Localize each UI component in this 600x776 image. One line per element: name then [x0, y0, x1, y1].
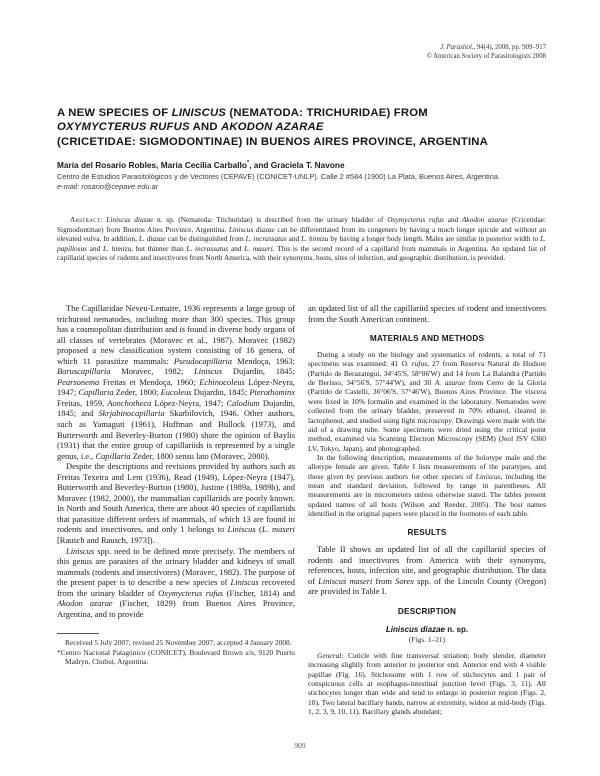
text-run: Pterothominx: [249, 387, 295, 398]
text-run: by having a longer body length. Males are similar in posterior width to: [328, 234, 541, 244]
title-line-3: [57, 135, 549, 149]
title-line-1: [57, 106, 549, 120]
figures-reference-line: (Figs. 1–21): [408, 635, 446, 645]
text-run: n. sp. (Nematoda: Trichuridae) is described from the urinary bladder of: [153, 215, 388, 225]
text-run: Aonchotheca: [107, 397, 152, 408]
text-run: L. himizu: [103, 243, 132, 253]
text-run: Echinocoleus: [199, 376, 245, 387]
text-run: and: [286, 234, 302, 244]
text-run: and: [444, 215, 462, 225]
text-run: (Cricetidae: Sigmodontinae) from Buenos Aires Province, Argentina.: [57, 215, 546, 234]
text-run: [Rausch and Rausch, 1973]).: [57, 535, 155, 546]
body-columns: [57, 303, 546, 751]
text-run: and: [228, 243, 245, 253]
text-run: Pseudocapillaria: [173, 355, 232, 366]
journal-citation: [427, 44, 546, 53]
text-run: O. rufus: [401, 359, 428, 369]
text-run: Liniscus: [227, 524, 256, 535]
text-run: OXYMYCTERUS RUFUS: [57, 121, 190, 134]
text-run: from: [372, 575, 396, 586]
text-run: Liniscus diazae: [106, 215, 154, 225]
text-run: can be differentiated from its congeners by having a much longer spicule and without an elevated vulva. In addition,: [57, 224, 547, 244]
paragraph-results: [308, 544, 546, 597]
text-run: Capillaria: [95, 450, 131, 461]
text-run: Mendoça, 1963;: [231, 355, 295, 366]
text-run: L. himizu: [301, 234, 329, 244]
text-run: Abstract:: [70, 215, 103, 225]
text-run: Liniscus: [475, 471, 501, 481]
text-run: L. maseri: [244, 243, 273, 253]
text-run: spp. need to be defined more precisely. The members of this genus are parasites of the urinary bladder and kidneys of small mammals (rodents and insectivores) (Moravec, 1982). The purpose of the present paper is to describe a new species of: [57, 545, 295, 588]
text-run: (Fischer, 1814) and: [223, 587, 296, 598]
text-run: Dujardin, 1845;: [222, 366, 295, 377]
paragraph-intro-2: [57, 461, 295, 545]
paragraph-intro-3: [57, 546, 295, 620]
text-run: , 94(4), 2008, pp. 909–917: [473, 44, 546, 51]
text-run: (: [255, 524, 262, 535]
text-run: Calodium: [226, 397, 260, 408]
footnote-author-affiliation: *Centro Nacional Patagónico (CONICET), Boulevard Brown s/n, 9120 Puerto Madryn, Chubut, Argentina.: [57, 647, 295, 666]
text-run: Liniscus: [230, 577, 259, 588]
text-run: LINISCUS: [171, 107, 227, 119]
authors-line: [57, 160, 549, 170]
text-run: Moravec, 1982;: [110, 366, 195, 377]
text-run: (Fischer, 1829) from Buenos Aires Province, Argentina, and to provide: [57, 598, 296, 619]
text-run: Oxymycterus rufus: [158, 587, 224, 598]
affiliation-address: Centro de Estudios Parasitológicos y de Vectores (CEPAVE) (CONICET-UNLP). Calle 2 #584 (1900) La Plata, Buenos Aires, Argentina.: [57, 172, 500, 182]
text-run: Akodon azarae: [461, 215, 508, 225]
text-run: . This is the second record of a capillarid from mammals in Argentina. An updated list of capillarid species of rodents and insectivores from North America, with their synonyms, hosts, sites of infection, and geographic distribution, is provided.: [57, 243, 546, 263]
footnote-block: [57, 633, 295, 666]
text-run: Liniscus diazae: [385, 625, 445, 635]
text-run: L. papillosus: [57, 234, 547, 253]
text-run: Liniscus: [66, 545, 95, 556]
text-run: A. azarae: [434, 378, 466, 388]
text-run: Liniscus diazae: [228, 224, 275, 234]
paragraph-materials-1: [308, 350, 546, 453]
title-block: [57, 106, 549, 191]
text-run: Freitas, 1959,: [57, 397, 108, 408]
text-run: Sorex: [395, 575, 415, 586]
paragraph-intro-continuation: an updated list of all the capillariid species of rodent and insectivores from the South American continent.: [308, 303, 546, 324]
text-run: Capillaria: [78, 387, 114, 398]
text-run: n. sp.: [445, 625, 469, 635]
text-run: Despite the descriptions and revisions provided by authors such as Freitas Texeira and Lent (1936), Read (1949), López-Neyra (1947), Butterworth and Beverley-Burton (1980), Justine (1989a, 1989b), and Moravec (1982, 2000), the mammalian capillariids are poorly known. In North and South America, there are about 40 species of capillariids that parasitize different orders of mammals, of which 13 are found in rodents and insectivores, and only 1 belongs to: [57, 461, 295, 535]
text-run: In the following description, measurements of the holotype male and the allotype female are given. Table I lists measurements of the paratypes, and those given by previous authors for other species of: [308, 452, 546, 481]
text-run: Liniscus maseri: [318, 575, 373, 586]
text-run: Skarbilovich, 1946. Other authors, such as Yamaguti (1961), Huffman and Bullock (1973), and Butterworth and Beverley-Burton (1980) share the opinion of Baylis (1931) that the entire group of capillariids is represented by a single genus, i.e.,: [57, 408, 296, 461]
text-run: During a study on the biology and systematics of rodents, a total of 71 specimens was examined: 41: [308, 350, 546, 369]
text-run: L. diazae: [138, 234, 166, 244]
section-heading-results: RESULTS: [407, 528, 447, 538]
text-run: AKODON AZARAE: [221, 121, 324, 134]
text-run: The Capillaridae Neveu-Lemaire, 1936 represents a large group of trichuroid nematodes, including more than 300 species. This group has a cosmopolitan distribution and is found in diverse body organs of all classes of vertebrates (Moravec et al., 1987). Moravec (1982) proposed a new classification system consisting of 16 genera, of which 11 parasitize mammals:: [57, 303, 295, 366]
text-run: L. incrassatus: [245, 234, 287, 244]
text-run: Dujardin, 1845;: [191, 387, 250, 398]
text-run: , including the mean and standard deviation, followed by range in parentheses. All measurements are in micrometers unless otherwise stated. The tables present updated names of all hosts (Wilson and Reeder, 2005). The host names identified in the original papers were placed in the footnotes of each table.: [308, 471, 546, 518]
footnote-rule: [57, 633, 99, 634]
text-run: Liniscus: [194, 366, 223, 377]
text-run: can be distinguished from: [165, 234, 246, 244]
title-line-2: [57, 120, 549, 134]
text-run: , and Graciela T. Navone: [249, 160, 345, 171]
text-run: Skrjabinocapillaria: [98, 408, 165, 419]
text-run: (CRICETIDAE: SIGMODONTINAE) IN BUENOS AIRES PROVINCE, ARGENTINA: [57, 135, 489, 148]
text-run: Table II shows an updated list of all the capillariid species of rodents and insectivores from America with their synonyms, references, hosts, infection site, and geographic distribution. The data of: [308, 544, 546, 586]
text-run: e-mail:: [57, 181, 82, 191]
text-run: recovered from the urinary bladder of: [57, 577, 295, 598]
text-run: Zeder, 1800 sensu lato (Moravec, 2000).: [130, 450, 270, 461]
text-run: Zeder, 1800;: [113, 387, 161, 398]
text-run: rosario@cepave.edu.ar: [81, 181, 159, 191]
section-heading-description: DESCRIPTION: [397, 607, 457, 617]
journal-header: [427, 44, 546, 61]
text-run: Pearsonema: [57, 376, 100, 387]
journal-copyright: © American Society of Parasitologists 2008: [426, 52, 546, 60]
species-heading: [308, 625, 546, 634]
text-run: Freitas et Mendoça, 1960;: [99, 376, 200, 387]
text-run: , 27 from Reserva Natural de Hudson (Partido de Berazategui, 34°45'S, 58°06'W) and 14 from La Balandra (Partido de Berisso, 34°56'S, 57°44'W), and 30: [308, 359, 546, 388]
text-run: López-Neyra, 1947;: [57, 376, 295, 398]
text-run: Oxymycterus rufus: [387, 215, 444, 225]
text-run: J. Parasitol.: [440, 44, 474, 51]
text-run: L. incrassatus: [186, 243, 229, 253]
text-run: General:: [317, 651, 344, 661]
left-column: [57, 303, 295, 751]
text-run: Cuticle with fine transversal striation; body slender, diameter increasing slightly from anterior to posterior end. Anterior end with 4 visible papillae (Fig. 16). Stichosome with 1 row of stichocytes and 1 pair of conspicuous cells at esophagus-intestinal junction level (Figs. 3, 11). All stichocytes longer than wide and tend to enlarge in posterior region (Figs. 2, 10). Two lateral bacillary bands, narrow at extremity, widest at mid-body (Figs. 1, 2, 3, 9, 10, 11). Bacillary glands abundant;: [308, 651, 546, 717]
text-run: L. maseri: [261, 524, 295, 535]
paper-title: [57, 106, 549, 149]
text-run: and: [87, 243, 104, 253]
text-run: , but thinner than: [131, 243, 187, 253]
text-run: from Cerro de la Gloria (Partido de Castelli, 36°06'S, 57°46'W), Buenos Aires Province. The viscera were fixed in 10% formalin and examined in the laboratory. Nematodes were collected from the urinary bladder, preserved in 70% ethanol, cleared in lactophenol, and studied using light microscopy. Drawings were made with the aid of a drawing tube. Some specimens were dried using the critical point method, examined via Scanning Electron Microscopy (SEM) (Jeol JSV 6360 LV, Tokyo, Japan), and photographed.: [308, 378, 546, 453]
text-run: Akodon azarae: [57, 598, 113, 609]
affiliation: [57, 172, 549, 191]
paragraph-intro-1: [57, 303, 295, 461]
text-run: Dujardin, 1845; and: [57, 397, 295, 419]
text-run: A NEW SPECIES OF: [57, 107, 172, 119]
text-run: spp. of the Lincoln County (Oregon) are provided in Table I.: [308, 575, 546, 597]
paragraph-description-general: [308, 651, 546, 716]
section-heading-materials-and-methods: MATERIALS AND METHODS: [369, 334, 485, 344]
text-run: Eucoleus: [160, 387, 192, 398]
affiliation-email: [57, 182, 549, 191]
text-run: *: [246, 160, 250, 167]
right-column: [308, 303, 546, 751]
text-run: María del Rosario Robles, María Cecilia Carballo: [57, 160, 247, 171]
paragraph-materials-2: [308, 453, 546, 518]
text-run: Baruscapillaria: [57, 366, 111, 377]
page-number: 909: [294, 741, 306, 750]
text-run: López-Neyra, 1947;: [151, 397, 227, 408]
abstract: [57, 215, 546, 263]
footnote-received: Received 5 July 2007; revised 25 November 2007; accepted 4 January 2008.: [65, 638, 292, 648]
text-run: AND: [189, 121, 222, 134]
text-run: (NEMATODA: TRICHURIDAE) FROM: [226, 107, 428, 119]
